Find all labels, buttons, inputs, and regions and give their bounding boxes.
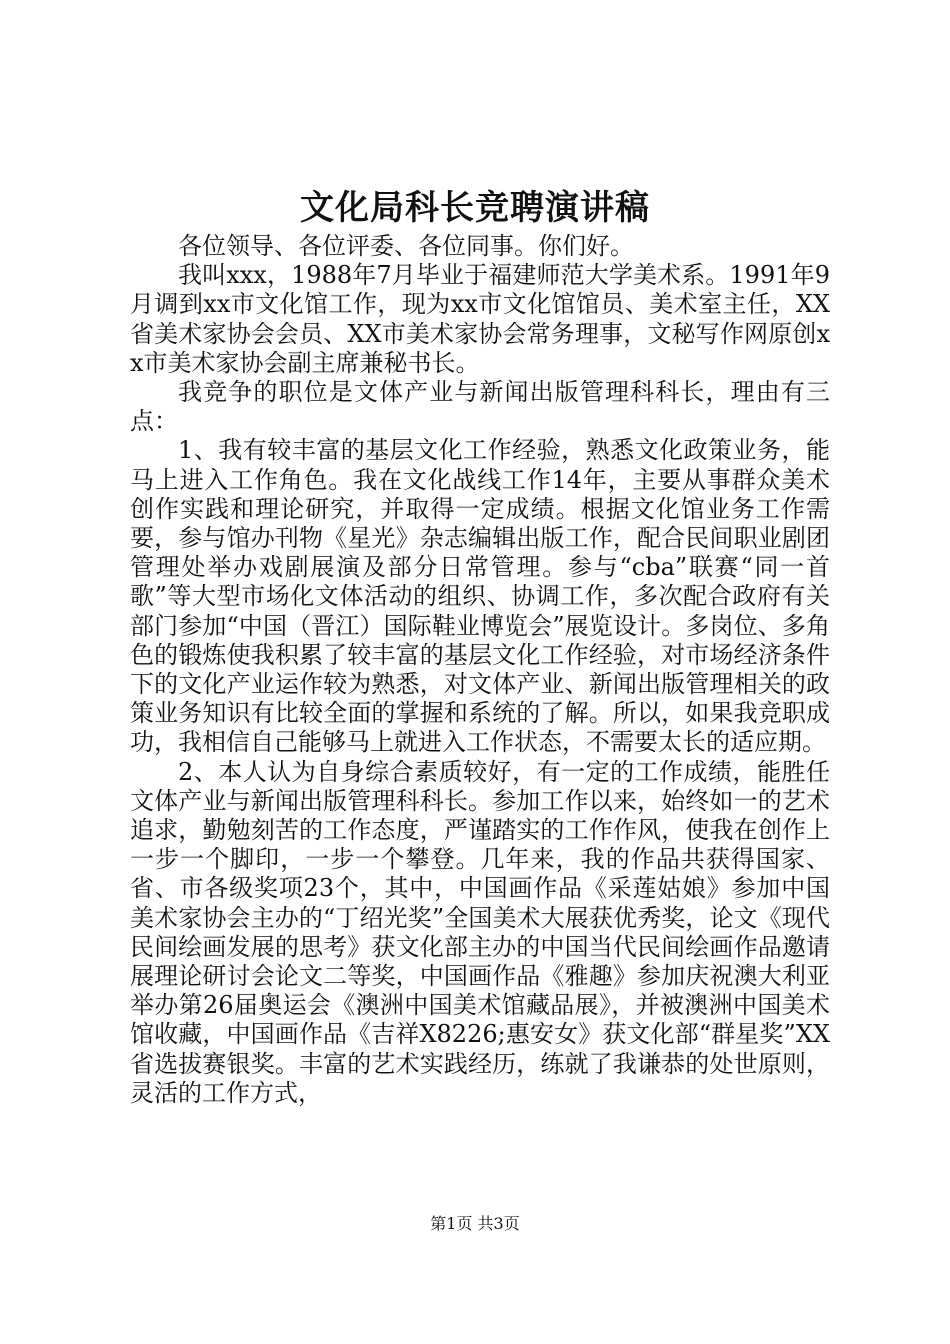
- document-body: [130, 232, 830, 1108]
- page-number-footer: 第1页 共3页: [430, 1214, 520, 1233]
- document-title: 文化局科长竞聘演讲稿: [300, 188, 650, 228]
- paragraph-reason-1: 1、我有较丰富的基层文化工作经验，熟悉文化政策业务，能马上进入工作角色。我在文化战线工作14年，主要从事群众美术创作实践和理论研究，并取得一定成绩。根据文化馆业务工作需要，参与馆办刊物《星光》杂志编辑出版工作，配合民间职业剧团管理处举办戏剧展演及部分日常管理。参与“cba”联赛“同一首歌”等大型市场化文体活动的组织、协调工作，多次配合政府有关部门参加“中国（晋江）国际鞋业博览会”展览设计。多岗位、多角色的锻炼使我积累了较丰富的基层文化工作经验，对市场经济条件下的文化产业运作较为熟悉，对文体产业、新闻出版管理相关的政策业务知识有比较全面的掌握和系统的了解。所以，如果我竞职成功，我相信自己能够马上就进入工作状态，不需要太长的适应期。: [130, 436, 830, 757]
- paragraph-greeting: 各位领导、各位评委、各位同事。你们好。: [178, 232, 634, 260]
- paragraph-position: 我竞争的职位是文体产业与新闻出版管理科科长，理由有三点：: [130, 378, 830, 436]
- paragraph-reason-2: 2、本人认为自身综合素质较好，有一定的工作成绩，能胜任文体产业与新闻出版管理科科长。参加工作以来，始终如一的艺术追求，勤勉刻苦的工作态度，严谨踏实的工作作风，使我在创作上一步一个脚印，一步一个攀登。几年来，我的作品共获得国家、省、市各级奖项23个，其中，中国画作品《采莲姑娘》参加中国美术家协会主办的“丁绍光奖”全国美术大展获优秀奖，论文《现代民间绘画发展的思考》获文化部主办的中国当代民间绘画作品邀请展理论研讨会论文二等奖，中国画作品《雅趣》参加庆祝澳大利亚举办第26届奥运会《澳洲中国美术馆藏品展》，并被澳洲中国美术馆收藏，中国画作品《吉祥X8226;惠安女》获文化部“群星奖”XX省选拔赛银奖。丰富的艺术实践经历，练就了我谦恭的处世原则，灵活的工作方式，: [130, 757, 830, 1107]
- paragraph-introduction: 我叫xxx，1988年7月毕业于福建师范大学美术系。1991年9月调到xx市文化馆工作，现为xx市文化馆馆员、美术室主任，XX省美术家协会会员、XX市美术家协会常务理事，文秘写作网原创xx市美术家协会副主席兼秘书长。: [130, 261, 830, 377]
